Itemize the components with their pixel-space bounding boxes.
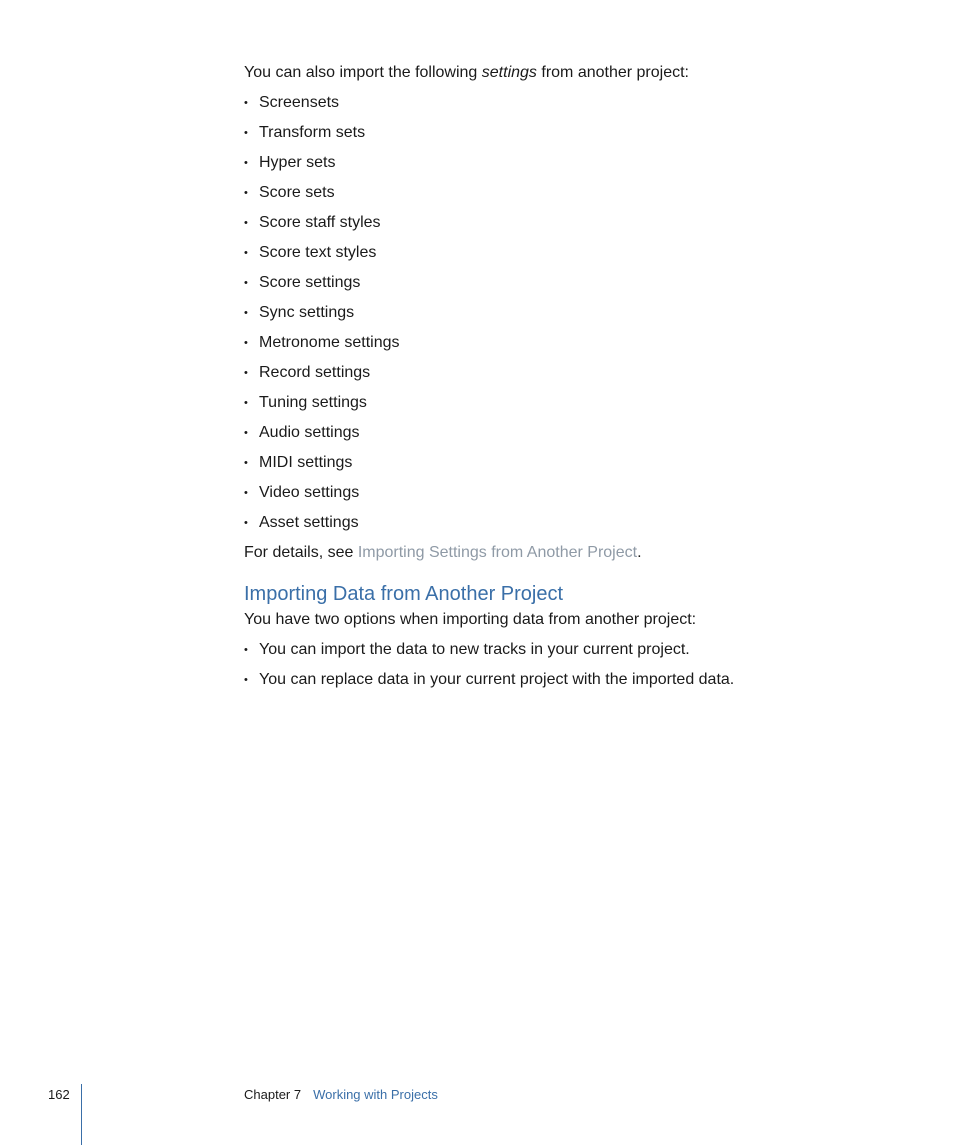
bullet-icon: • — [244, 247, 248, 259]
list-item-label: You can replace data in your current project with the imported data. — [259, 671, 735, 688]
list-item-label: Sync settings — [259, 304, 355, 321]
intro-text-after: from another project: — [536, 64, 689, 81]
bullet-icon: • — [244, 487, 248, 499]
options-list — [244, 639, 864, 691]
bullet-icon: • — [244, 457, 248, 469]
bullet-icon: • — [244, 307, 248, 319]
bullet-icon: • — [244, 97, 248, 109]
list-item-label: Transform sets — [259, 124, 366, 141]
intro-paragraph — [244, 62, 864, 84]
list-item-label: MIDI settings — [259, 454, 353, 471]
list-item-label: Asset settings — [259, 514, 359, 531]
details-paragraph — [244, 542, 864, 564]
details-text-after: . — [637, 544, 642, 561]
list-item — [244, 482, 864, 504]
section-intro: You have two options when importing data from another project: — [244, 611, 697, 628]
list-item-label: You can import the data to new tracks in your current project. — [259, 641, 690, 658]
list-item-label: Tuning settings — [259, 394, 367, 411]
bullet-icon: • — [244, 187, 248, 199]
bullet-icon: • — [244, 397, 248, 409]
details-text-before: For details, see — [244, 544, 358, 561]
list-item — [244, 242, 864, 264]
list-item — [244, 92, 864, 114]
list-item-label: Score sets — [259, 184, 335, 201]
list-item-label: Video settings — [259, 484, 360, 501]
list-item — [244, 422, 864, 444]
list-item — [244, 512, 864, 534]
page-number: 162 — [48, 1087, 70, 1102]
list-item — [244, 272, 864, 294]
bullet-icon: • — [244, 277, 248, 289]
chapter-title: Working with Projects — [313, 1087, 438, 1102]
bullet-icon: • — [244, 674, 248, 686]
bullet-icon: • — [244, 337, 248, 349]
list-item — [244, 452, 864, 474]
list-item — [244, 122, 864, 144]
bullet-icon: • — [244, 644, 248, 656]
list-item — [244, 392, 864, 414]
list-item-label: Score settings — [259, 274, 361, 291]
bullet-icon: • — [244, 517, 248, 529]
page-content — [244, 62, 864, 699]
list-item — [244, 639, 864, 661]
list-item-label: Metronome settings — [259, 334, 400, 351]
bullet-icon: • — [244, 217, 248, 229]
list-item — [244, 362, 864, 384]
list-item-label: Score text styles — [259, 244, 377, 261]
list-item — [244, 332, 864, 354]
chapter-label: Chapter 7 — [244, 1087, 302, 1102]
intro-text-before: You can also import the following — [244, 64, 482, 81]
list-item — [244, 302, 864, 324]
list-item — [244, 152, 864, 174]
section-heading: Importing Data from Another Project — [244, 583, 564, 605]
bullet-icon: • — [244, 367, 248, 379]
footer-divider — [81, 1084, 82, 1145]
list-item-label: Audio settings — [259, 424, 360, 441]
list-item-label: Score staff styles — [259, 214, 381, 231]
footer-chapter — [244, 1086, 438, 1104]
list-item — [244, 182, 864, 204]
bullet-icon: • — [244, 427, 248, 439]
list-item-label: Screensets — [259, 94, 340, 111]
bullet-icon: • — [244, 157, 248, 169]
settings-list — [244, 92, 864, 534]
list-item-label: Record settings — [259, 364, 371, 381]
list-item-label: Hyper sets — [259, 154, 336, 171]
intro-emphasis: settings — [481, 64, 537, 81]
list-item — [244, 669, 864, 691]
bullet-icon: • — [244, 127, 248, 139]
list-item — [244, 212, 864, 234]
importing-settings-link[interactable]: Importing Settings from Another Project — [357, 544, 638, 561]
